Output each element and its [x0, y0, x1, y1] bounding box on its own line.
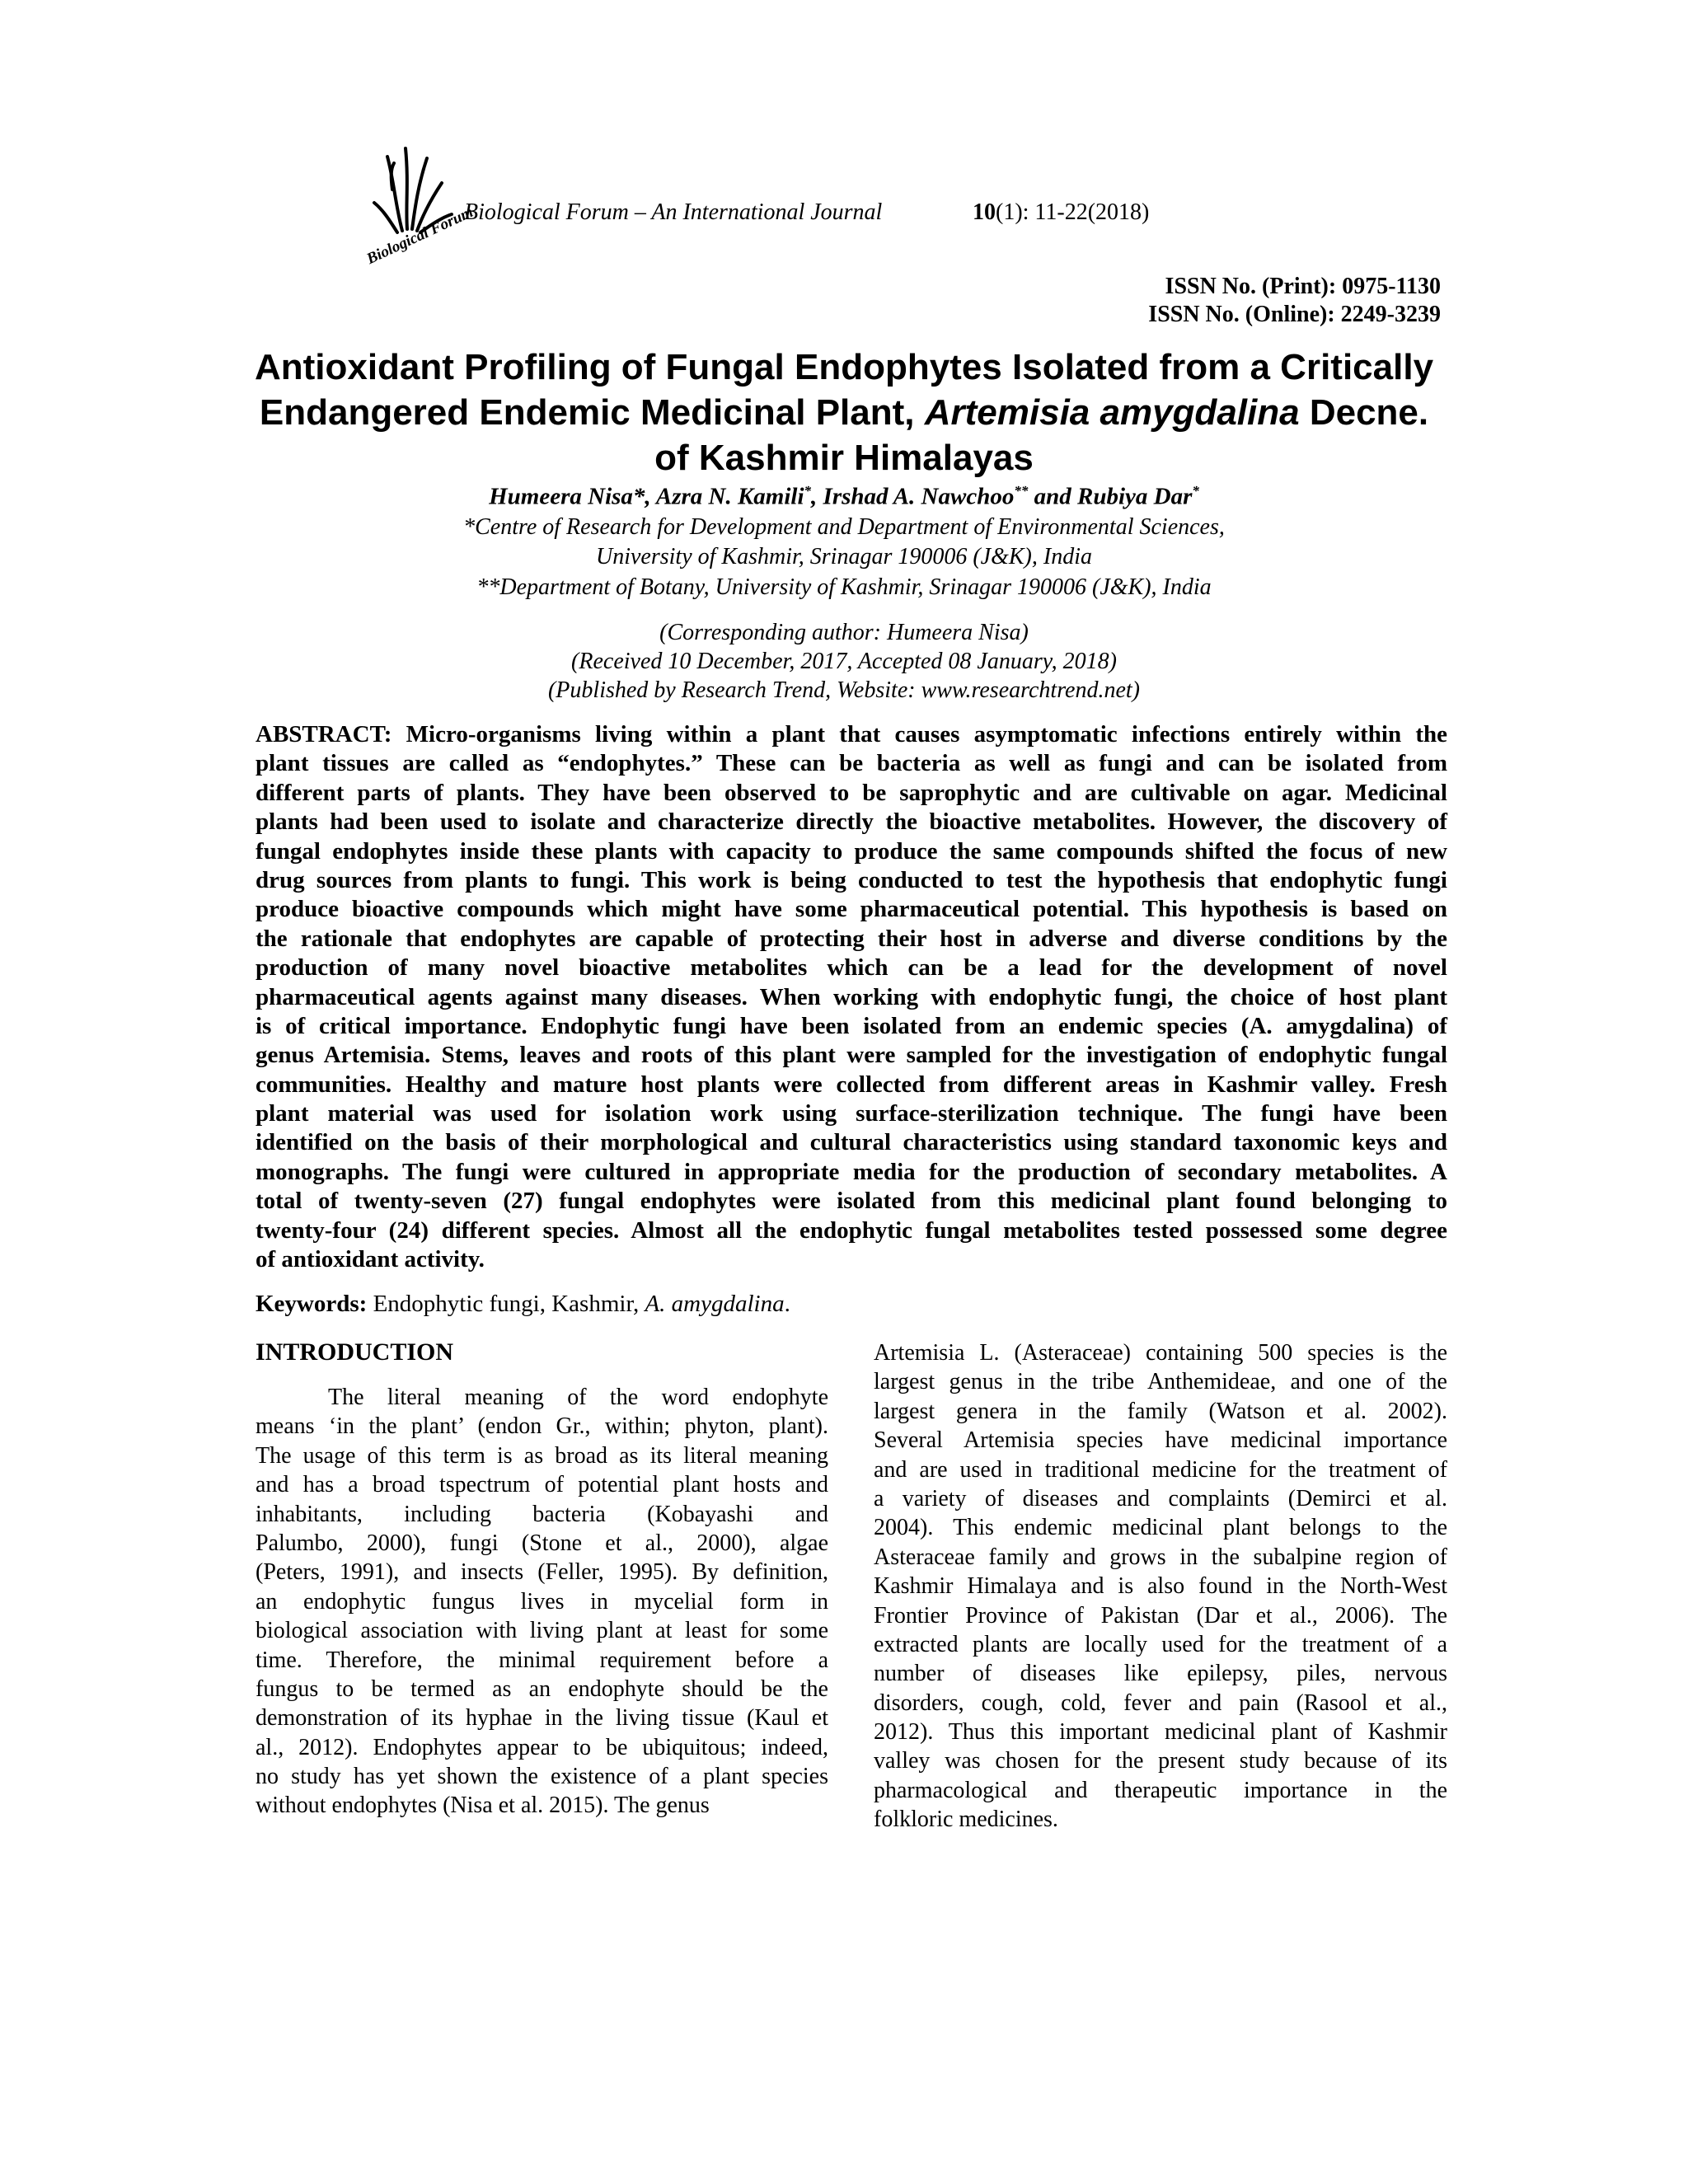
author-4: and Rubiya Dar: [1028, 483, 1193, 510]
abstract-line: pharmaceutical agents against many diseases. When working with endophytic fungi, the choice of host plant: [256, 983, 1447, 1010]
intro-left-line: al., 2012). Endophytes appear to be ubiquitous; indeed,: [256, 1734, 828, 1760]
abstract: [256, 720, 1447, 1274]
keywords-species: A. amygdalina: [645, 1291, 785, 1317]
intro-left-line: demonstration of its hyphae in the living tissue (Kaul et: [256, 1705, 828, 1732]
intro-right-line: 2004). This endemic medicinal plant belongs to the: [874, 1515, 1447, 1541]
intro-left-line: time. Therefore, the minimal requirement before a: [256, 1647, 828, 1673]
abstract-line: identified on the basis of their morphological and cultural characteristics using standard taxonomic keys and: [256, 1129, 1447, 1156]
introduction-right-column: [874, 1338, 1447, 1835]
title-line-2-start: Endangered Endemic Medicinal Plant,: [259, 392, 925, 433]
abstract-line: total of twenty-seven (27) fungal endophytes were isolated from this medicinal plant found belonging to: [256, 1188, 1447, 1215]
intro-right-line: Frontier Province of Pakistan (Dar et al., 2006). The: [874, 1602, 1447, 1629]
keywords-end: .: [784, 1291, 790, 1317]
keywords: [256, 1291, 790, 1318]
intro-left-line: no study has yet shown the existence of a plant species: [256, 1764, 828, 1790]
received-accepted-dates: (Received 10 December, 2017, Accepted 08 January, 2018): [571, 649, 1117, 674]
title-line-2-end: Decne.: [1299, 392, 1429, 433]
intro-right-line: largest genus in the tribe Anthemideae, and one of the: [874, 1369, 1447, 1395]
journal-name: Biological Forum – An International Journal: [464, 199, 883, 225]
intro-left-line: inhabitants, including bacteria (Kobayashi and: [256, 1501, 828, 1527]
abstract-line: production of many novel bioactive metabolites which can be a lead for the development of novel: [256, 954, 1447, 982]
intro-right-line: Kashmir Himalaya and is also found in the North-West: [874, 1573, 1447, 1600]
svg-text:Biological Forum: Biological Forum: [363, 203, 476, 269]
abstract-line: of antioxidant activity.: [256, 1246, 485, 1273]
corresponding-author: (Corresponding author: Humeera Nisa): [659, 620, 1029, 645]
journal-issue: [973, 199, 1149, 226]
intro-left-line: The usage of this term is as broad as its literal meaning: [256, 1442, 828, 1469]
issn-online: ISSN No. (Online): 2249-3239: [1148, 302, 1441, 327]
abstract-line: plant material was used for isolation work using surface-sterilization technique. The fungi have been: [256, 1100, 1447, 1127]
intro-left-line: an endophytic fungus lives in mycelial form in: [256, 1588, 828, 1615]
abstract-line: different parts of plants. They have been observed to be saprophytic and are cultivable on agar. Medicinal: [256, 779, 1447, 806]
affiliation-line-2: University of Kashmir, Srinagar 190006 (J&K), India: [596, 544, 1092, 569]
publisher-line: (Published by Research Trend, Website: www.researchtrend.net): [547, 677, 1141, 703]
intro-left-line: means ‘in the plant’ (endon Gr., within; phyton, plant).: [256, 1413, 828, 1440]
abstract-line: ABSTRACT: Micro-organisms living within a plant that causes asymptomatic infections entirely within the: [256, 721, 1447, 748]
author-4-mark: *: [1192, 483, 1199, 499]
introduction-left-column: [256, 1383, 828, 1821]
intro-right-line: Several Artemisia species have medicinal importance: [874, 1427, 1447, 1454]
abstract-line: plants had been used to isolate and characterize directly the bioactive metabolites. However, the discovery of: [256, 808, 1447, 836]
intro-right-line: folkloric medicines.: [874, 1807, 1058, 1833]
title-line-1: Antioxidant Profiling of Fungal Endophytes Isolated from a Critically: [254, 347, 1434, 387]
keywords-label: Keywords:: [256, 1291, 368, 1317]
journal-header: [363, 140, 1269, 269]
intro-left-line: biological association with living plant at least for some: [256, 1618, 828, 1644]
intro-right-line: number of diseases like epilepsy, piles, nervous: [874, 1661, 1447, 1687]
intro-right-line: Asteraceae family and grows in the subalpine region of: [874, 1544, 1447, 1570]
abstract-line: monographs. The fungi were cultured in appropriate media for the production of secondary metabolites. A: [256, 1158, 1447, 1185]
abstract-line: twenty-four (24) different species. Almost all the endophytic fungal metabolites tested possessed some degree: [256, 1216, 1447, 1244]
abstract-line: the rationale that endophytes are capable of protecting their host in adverse and diverse conditions by the: [256, 925, 1447, 952]
title-line-2: [214, 390, 1474, 435]
intro-right-line: a variety of diseases and complaints (Demirci et al.: [874, 1485, 1447, 1511]
author-1: Humeera Nisa*, Azra N. Kamili: [489, 483, 804, 510]
intro-left-line: fungus to be termed as an endophyte should be the: [256, 1675, 828, 1702]
intro-right-line: and are used in traditional medicine for the treatment of: [874, 1456, 1447, 1483]
intro-right-line: extracted plants are locally used for the treatment of a: [874, 1631, 1447, 1657]
intro-right-line: pharmacological and therapeutic importance in the: [874, 1777, 1447, 1803]
title-species-name: Artemisia amygdalina: [924, 392, 1300, 433]
journal-logo: [363, 140, 476, 269]
affiliation-line-3: **Department of Botany, University of Kashmir, Srinagar 190006 (J&K), India: [476, 574, 1212, 600]
abstract-line: is of critical importance. Endophytic fungi have been isolated from an endemic species (A. amygdalina) of: [256, 1012, 1447, 1039]
abstract-line: communities. Healthy and mature host plants were collected from different areas in Kashmir valley. Fresh: [256, 1071, 1447, 1098]
author-3: , Irshad A. Nawchoo: [811, 483, 1015, 510]
paper-title: [214, 344, 1474, 480]
title-line-3: of Kashmir Himalayas: [654, 438, 1034, 478]
journal-volume: 10: [973, 199, 996, 225]
abstract-line: plant tissues are called as “endophytes.” These can be bacteria as well as fungi and can be isolated from: [256, 750, 1447, 777]
intro-right-line: Artemisia L. (Asteraceae) containing 500 species is the: [874, 1340, 1447, 1366]
affiliation-line-1: *Centre of Research for Development and Department of Environmental Sciences,: [463, 514, 1225, 540]
abstract-line: genus Artemisia. Stems, leaves and roots of this plant were sampled for the investigation of endophytic fungal: [256, 1042, 1447, 1069]
intro-right-line: valley was chosen for the present study because of its: [874, 1748, 1447, 1774]
abstract-line: drug sources from plants to fungi. This work is being conducted to test the hypothesis that endophytic fungi: [256, 866, 1447, 893]
intro-right-line: largest genera in the family (Watson et al. 2002).: [874, 1398, 1447, 1424]
intro-right-line: disorders, cough, cold, fever and pain (Rasool et al.,: [874, 1690, 1447, 1716]
keywords-text: Endophytic fungi, Kashmir,: [367, 1291, 645, 1317]
introduction-heading: INTRODUCTION: [256, 1338, 454, 1366]
intro-left-line: without endophytes (Nisa et al. 2015). The genus: [256, 1793, 710, 1819]
abstract-line: produce bioactive compounds which might have some pharmaceutical potential. This hypothesis is based on: [256, 896, 1447, 923]
journal-pages-year: (1): 11-22(2018): [996, 199, 1150, 225]
intro-left-line: and has a broad tspectrum of potential plant hosts and: [256, 1472, 828, 1498]
intro-right-line: 2012). Thus this important medicinal plant of Kashmir: [874, 1719, 1447, 1746]
author-3-mark: **: [1014, 483, 1029, 499]
author-1-mark: *: [804, 483, 812, 499]
intro-left-line: Palumbo, 2000), fungi (Stone et al., 2000), algae: [256, 1530, 828, 1556]
author-list: [0, 483, 1688, 511]
intro-left-line: (Peters, 1991), and insects (Feller, 1995). By definition,: [256, 1559, 828, 1586]
issn-print: ISSN No. (Print): 0975-1130: [1165, 274, 1441, 299]
intro-left-line: The literal meaning of the word endophyte: [328, 1385, 828, 1410]
abstract-line: fungal endophytes inside these plants with capacity to produce the same compounds shifted the focus of new: [256, 837, 1447, 865]
